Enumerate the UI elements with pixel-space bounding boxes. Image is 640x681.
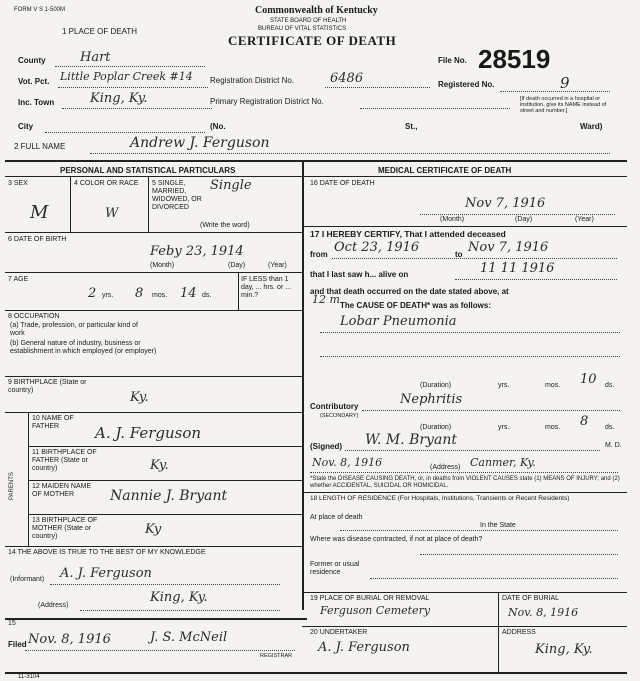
filed-label: Filed: [8, 640, 27, 649]
sex-value: M: [30, 202, 49, 223]
last-saw-value: 11 11 1916: [480, 261, 555, 276]
undertaker-address-label: ADDRESS: [502, 629, 536, 636]
hospital-note: [If death occurred in a hospital or institution, give its NAME instead of street and number.]: [520, 96, 607, 114]
informant-address-value: King, Ky.: [150, 590, 208, 605]
age-ds-label: ds.: [202, 292, 212, 299]
occupation-b: (b) General nature of industry, business or establishment in which employed (or employer): [10, 340, 157, 355]
vot-label: Vot. Pct.: [18, 77, 50, 86]
file-no-label: File No.: [438, 56, 467, 65]
registered-no-label: Registered No.: [438, 80, 495, 89]
signed-label: (Signed): [310, 442, 342, 451]
place-of-death-label: 1 PLACE OF DEATH: [62, 27, 137, 36]
from-label: from: [310, 250, 328, 259]
death-day-label: (Day): [515, 216, 533, 223]
birth-label: 6 DATE OF BIRTH: [8, 236, 67, 243]
informant-address-label: (Address): [38, 602, 69, 609]
mother-birthplace-label: 13 BIRTHPLACE OF MOTHER (State or country): [32, 517, 98, 540]
color-label: 4 COLOR OR RACE: [74, 180, 139, 187]
contracted-label: Where was disease contracted, if not at place of death?: [310, 536, 483, 543]
marital-hint: (Write the word): [200, 222, 250, 229]
burial-date-label: DATE OF BURIAL: [502, 595, 560, 602]
form-code: FORM V S 1-500M: [14, 7, 66, 13]
st-label: St.,: [405, 122, 418, 131]
duration1-value: 10: [580, 372, 597, 387]
age-mos: 8: [135, 286, 144, 301]
father-birthplace-value: Ky.: [150, 458, 169, 473]
duration2-mos: mos.: [545, 424, 561, 431]
personal-section-title: PERSONAL AND STATISTICAL PARTICULARS: [60, 166, 236, 175]
mother-birthplace-value: Ky: [145, 522, 162, 537]
birth-value: Feby 23, 1914: [150, 244, 244, 259]
no-label: (No.: [210, 122, 226, 131]
father-label: 10 NAME OF FATHER: [32, 415, 74, 430]
duration2-value: 8: [580, 414, 589, 429]
death-year-label: (Year): [575, 216, 594, 223]
registered-no: 9: [560, 74, 570, 92]
full-name-label: 2 FULL NAME: [14, 142, 66, 151]
signed-date: Nov. 8, 1916: [312, 456, 383, 469]
town-value: King, Ky.: [90, 91, 148, 106]
marital-value: Single: [210, 178, 252, 193]
informant-label: (Informant): [10, 576, 45, 583]
undertaker-address-value: King, Ky.: [535, 642, 593, 657]
father-value: A. J. Ferguson: [95, 424, 202, 442]
duration1-mos: mos.: [545, 382, 561, 389]
sex-label: 3 SEX: [8, 180, 28, 187]
age-ds: 14: [180, 286, 197, 301]
occurred-label: and that death occurred on the date stated above, at: [310, 287, 509, 296]
full-name-value: Andrew J. Ferguson: [130, 135, 270, 151]
age-yrs-label: yrs.: [102, 292, 114, 299]
birthplace-label: 9 BIRTHPLACE (State or country): [8, 379, 87, 394]
town-label: Inc. Town: [18, 98, 55, 107]
to-label: to: [455, 250, 463, 259]
duration2-label: (Duration): [420, 424, 452, 431]
county-value: Hart: [80, 50, 111, 65]
md-label: M. D.: [605, 442, 622, 449]
duration2-ds: ds.: [605, 424, 615, 431]
cause-label: The CAUSE OF DEATH* was as follows:: [340, 301, 491, 310]
registrar-value: J. S. McNeil: [150, 630, 228, 645]
undertaker-value: A. J. Ferguson: [318, 640, 410, 655]
less-than-label: IF LESS than 1 day, ... hrs. or ... min.?: [241, 276, 292, 299]
informant-value: A. J. Ferguson: [60, 566, 152, 581]
age-yrs: 2: [88, 286, 97, 301]
reg-district-value: 6486: [330, 71, 364, 86]
contributory-label: Contributory: [310, 402, 359, 411]
last-saw-label: that I last saw h... alive on: [310, 270, 409, 279]
birthplace-value: Ky.: [130, 390, 149, 405]
undertaker-label: 20 UNDERTAKER: [310, 629, 368, 636]
board-name: STATE BOARD OF HEALTH: [270, 18, 347, 24]
ward-label: Ward): [580, 122, 603, 131]
occurred-time: 12 m: [312, 293, 340, 306]
secondary-label: (SECONDARY): [320, 413, 359, 419]
age-label: 7 AGE: [8, 276, 29, 283]
death-date-label: 16 DATE OF DEATH: [310, 180, 375, 187]
age-mos-label: mos.: [152, 292, 168, 299]
at-place-label: At place of death: [310, 514, 363, 521]
duration1-label: (Duration): [420, 382, 452, 389]
true-statement-label: 14 THE ABOVE IS TRUE TO THE BEST OF MY KNOWLEDGE: [8, 549, 206, 556]
certify-label: 17 I HEREBY CERTIFY, That I attended deceased: [310, 229, 506, 239]
commonwealth-title: Commonwealth of Kentucky: [255, 5, 378, 16]
burial-label: 19 PLACE OF BURIAL OR REMOVAL: [310, 595, 430, 602]
birth-month-label: (Month): [150, 262, 175, 269]
mother-label: 12 MAIDEN NAME OF MOTHER: [32, 483, 92, 498]
city-label: City: [18, 122, 34, 131]
bureau-name: BUREAU OF VITAL STATISTICS: [258, 26, 347, 32]
color-value: W: [105, 206, 119, 221]
file-no: 28519: [478, 44, 551, 74]
duration2-yrs: yrs.: [498, 424, 510, 431]
reg-district-label: Registration District No.: [210, 76, 295, 85]
death-month-label: (Month): [440, 216, 465, 223]
birth-year-label: (Year): [268, 262, 287, 269]
parents-label: PARENTS: [9, 472, 15, 500]
to-value: Nov 7, 1916: [468, 240, 549, 255]
occupation-label: 8 OCCUPATION: [8, 313, 60, 320]
former-label: Former or usual residence: [310, 561, 360, 576]
burial-date-value: Nov. 8, 1916: [508, 606, 579, 619]
residence-label: 18 LENGTH OF RESIDENCE (For Hospitals, Institutions, Transients or Recent Residents): [310, 495, 570, 502]
duration1-yrs: yrs.: [498, 382, 510, 389]
burial-value: Ferguson Cemetery: [320, 604, 431, 617]
cause-value: Lobar Pneumonia: [340, 314, 457, 329]
md-address-value: Canmer, Ky.: [470, 456, 536, 469]
footer-code: 11-3104: [18, 674, 40, 680]
num15-label: 15: [8, 620, 16, 627]
mother-value: Nannie J. Bryant: [110, 488, 228, 504]
birth-day-label: (Day): [228, 262, 246, 269]
md-address-label: (Address): [430, 464, 461, 471]
disease-note: *State the DISEASE CAUSING DEATH, or, in deaths from VIOLENT CAUSES state (1) MEANS OF INJURY; and (2) whether ACCIDENTAL, SUICIDAL OR HOMICIDAL.: [310, 476, 620, 489]
filed-value: Nov. 8, 1916: [28, 632, 111, 647]
father-birthplace-label: 11 BIRTHPLACE OF FATHER (State or country): [32, 449, 97, 472]
marital-label: 5 SINGLE, MARRIED, WIDOWED, OR DIVORCED: [152, 180, 202, 211]
occupation-a: (a) Trade, profession, or particular kind of work: [10, 322, 139, 337]
vot-value: Little Poplar Creek #14: [60, 70, 193, 83]
contributory-value: Nephritis: [400, 392, 463, 407]
signed-value: W. M. Bryant: [365, 432, 457, 448]
county-label: County: [18, 56, 46, 65]
registrar-label: REGISTRAR: [260, 653, 293, 659]
duration1-ds: ds.: [605, 382, 615, 389]
certificate-title: CERTIFICATE OF DEATH: [228, 33, 397, 48]
from-value: Oct 23, 1916: [334, 240, 420, 255]
in-state-label: In the State: [480, 522, 516, 529]
primary-label: Primary Registration District No.: [210, 97, 324, 106]
death-date-value: Nov 7, 1916: [465, 196, 546, 211]
medical-section-title: MEDICAL CERTIFICATE OF DEATH: [378, 166, 512, 175]
